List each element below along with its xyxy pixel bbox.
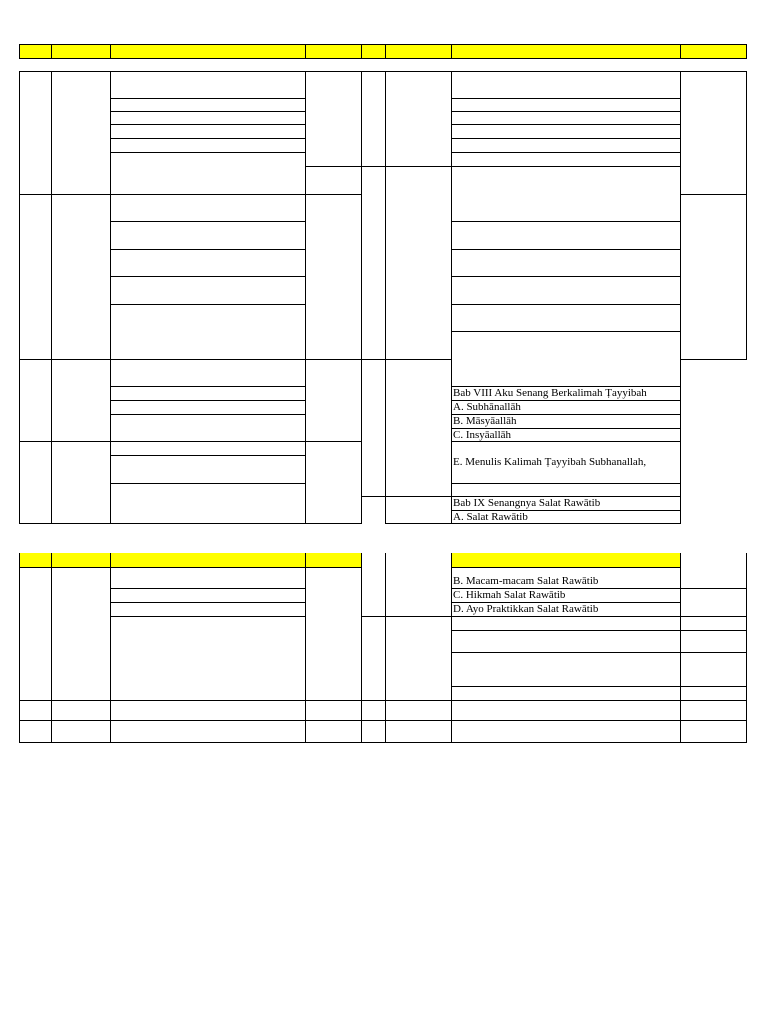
grid-line bbox=[19, 567, 362, 568]
bab-ix-item-a: A. Salat Rawātib bbox=[453, 511, 528, 523]
grid-line bbox=[110, 553, 111, 743]
grid-line bbox=[110, 386, 306, 387]
grid-line bbox=[451, 304, 681, 305]
grid-line bbox=[110, 588, 306, 589]
grid-line bbox=[19, 553, 20, 743]
bab-viii-title: Bab VIII Aku Senang Berkalimah Ṭayyibah bbox=[453, 387, 647, 399]
bab-viii-item-a: A. Subhānallāh bbox=[453, 401, 521, 413]
grid-line bbox=[451, 630, 747, 631]
grid-line bbox=[19, 194, 362, 195]
grid-line bbox=[451, 276, 681, 277]
grid-line bbox=[110, 400, 306, 401]
grid-line bbox=[451, 124, 681, 125]
grid-line bbox=[451, 686, 747, 687]
grid-line bbox=[746, 71, 747, 360]
bab-ix-item-b: B. Macam-macam Salat Rawātib bbox=[453, 575, 599, 587]
grid-line bbox=[451, 98, 681, 99]
bab-viii-item-e: E. Menulis Kalimah Ṭayyibah Subhanallah, bbox=[453, 456, 647, 468]
grid-line bbox=[19, 44, 20, 59]
grid-line bbox=[19, 720, 747, 721]
grid-line bbox=[680, 194, 747, 195]
bab-viii-item-c: C. Insyāallāh bbox=[453, 429, 512, 441]
grid-line bbox=[51, 44, 52, 59]
grid-line bbox=[110, 111, 306, 112]
header-row-bottom-left bbox=[19, 553, 361, 568]
grid-line bbox=[451, 44, 452, 59]
grid-line bbox=[110, 455, 306, 456]
grid-line bbox=[361, 553, 362, 743]
grid-line bbox=[110, 602, 306, 603]
bab-ix-title: Bab IX Senangnya Salat Rawātib bbox=[453, 497, 601, 509]
grid-line bbox=[110, 414, 306, 415]
grid-line bbox=[305, 553, 306, 743]
grid-line bbox=[110, 483, 306, 484]
grid-line bbox=[19, 58, 747, 59]
bab-ix-item-d: D. Ayo Praktikkan Salat Rawātib bbox=[453, 603, 599, 615]
grid-line bbox=[385, 553, 386, 743]
grid-line bbox=[385, 71, 386, 524]
grid-line bbox=[110, 276, 306, 277]
grid-line bbox=[305, 44, 306, 59]
grid-line bbox=[110, 124, 306, 125]
grid-line bbox=[361, 44, 362, 59]
grid-line bbox=[110, 221, 306, 222]
grid-line bbox=[452, 567, 680, 568]
grid-line bbox=[680, 553, 681, 743]
bab-viii-item-b: B. Māsyāallāh bbox=[453, 415, 517, 427]
grid-line bbox=[385, 523, 681, 524]
grid-line bbox=[19, 742, 747, 743]
grid-line bbox=[110, 98, 306, 99]
grid-line bbox=[385, 44, 386, 59]
grid-line bbox=[451, 331, 681, 332]
grid-line bbox=[19, 71, 20, 524]
grid-line bbox=[19, 44, 747, 45]
grid-line bbox=[110, 152, 306, 153]
grid-line bbox=[19, 359, 362, 360]
grid-line bbox=[19, 523, 362, 524]
grid-line bbox=[110, 138, 306, 139]
grid-line bbox=[51, 71, 52, 524]
grid-line bbox=[746, 553, 747, 743]
header-row-bottom-right bbox=[452, 553, 680, 568]
grid-line bbox=[451, 221, 681, 222]
grid-line bbox=[361, 359, 452, 360]
grid-line bbox=[361, 496, 452, 497]
grid-line bbox=[680, 359, 747, 360]
grid-line bbox=[451, 483, 681, 484]
header-row-top bbox=[19, 44, 746, 59]
grid-line bbox=[746, 44, 747, 59]
grid-line bbox=[451, 249, 681, 250]
grid-line bbox=[451, 152, 681, 153]
grid-line bbox=[19, 71, 747, 72]
grid-line bbox=[451, 138, 681, 139]
grid-line bbox=[110, 249, 306, 250]
grid-line bbox=[110, 304, 306, 305]
grid-line bbox=[361, 166, 452, 167]
grid-line bbox=[451, 111, 681, 112]
grid-line bbox=[451, 652, 747, 653]
grid-line bbox=[110, 616, 306, 617]
grid-line bbox=[19, 700, 747, 701]
grid-line bbox=[451, 553, 452, 743]
bab-ix-item-c: C. Hikmah Salat Rawātib bbox=[453, 589, 566, 601]
grid-line bbox=[361, 71, 362, 524]
grid-line bbox=[51, 553, 52, 743]
grid-line bbox=[361, 616, 747, 617]
grid-line bbox=[19, 441, 362, 442]
grid-line bbox=[305, 166, 362, 167]
grid-line bbox=[451, 166, 681, 167]
grid-line bbox=[110, 44, 111, 59]
grid-line bbox=[680, 44, 681, 59]
